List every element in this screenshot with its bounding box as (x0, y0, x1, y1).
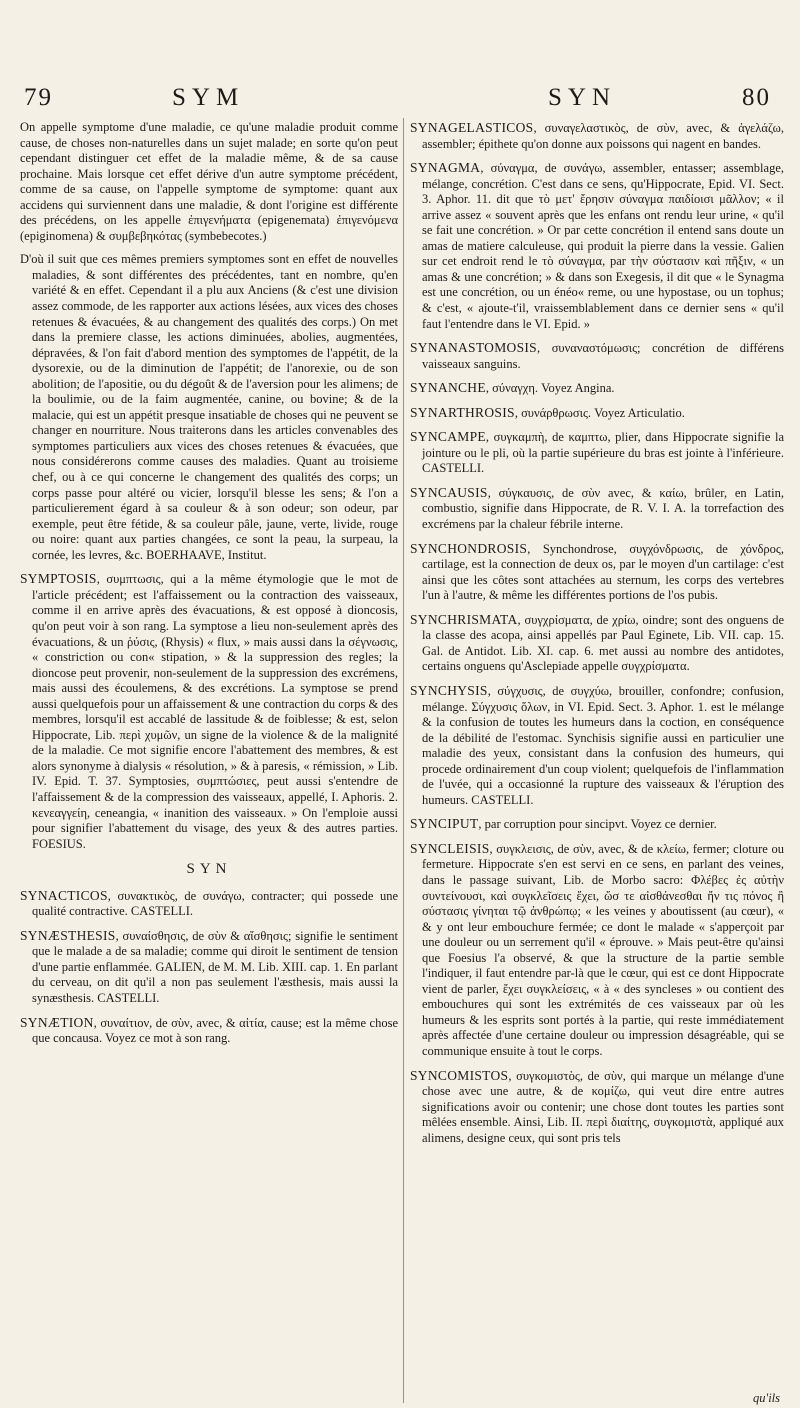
definition-synchrismata: , συγχρίσματα, de χρίω, oindre; sont des onguens de la classe des acopa, ainsi appellés par Paul Eginete, Lib. VII. cap. 15. Gal. de Antidot. Lib. XI. cap. 6. met aussi au nombre des antidotes, certains onguens qu'Asclepiade appelle συγχρίσματα. (422, 612, 784, 674)
headword-syncomistos: SYNCOMISTOS (410, 1067, 509, 1083)
entry-synchondrosis (410, 541, 784, 604)
headword-synchondrosis: SYNCHONDROSIS (410, 540, 528, 556)
headword-synarthrosis: SYNARTHROSIS (410, 404, 515, 420)
entry-synaetion (20, 1015, 398, 1047)
definition-syncampe: , συγκαμπὴ, de καμπτω, plier, dans Hippocrate signifie la jointure ou le pli, où la partie supérieure du bras est jointe à l'inférieure. CASTELLI. (422, 430, 784, 476)
running-header (0, 84, 800, 120)
headword-symptosis: SYMPTOSIS (20, 571, 97, 587)
definition-synarthrosis: , συνάρθρωσις. Voyez Articulatio. (514, 405, 685, 420)
headword-synanastomosis: SYNANASTOMOSIS (410, 340, 537, 356)
headword-synaetion: SYNÆTION (20, 1014, 94, 1030)
headword-synchysis: SYNCHYSIS (410, 682, 488, 698)
definition-synaetion: , συναίτιον, de σὺν, avec, & αἰτία, cause; est la même chose que concausa. Voyez ce mot à son rang. (32, 1015, 398, 1046)
entry-syncausis (410, 485, 784, 533)
headword-synaesthesis: SYNÆSTHESIS (20, 927, 116, 943)
header-word-right: SYN (548, 84, 617, 111)
entry-synacticos (20, 888, 398, 920)
definition-synagelasticos: , συναγελαστικὸς, de σὺν, avec, & ἀγελάζω, assembler; épithete qu'on donne aux poissons qui nagent en bandes. (422, 121, 784, 151)
definition-synacticos: , συνακτικὸς, de συνάγω, contracter; qui possede une qualité contractive. CASTELLI. (32, 888, 398, 919)
definition-synagma: , σύναγμα, de συνάγω, assembler, entasser; assemblage, mélange, concrétion. C'est dans ce sens, qu'Hippocrate, Epid. VI. Sect. 3. Aphor. 11. dit que τὸ μετ' ἔρησιν σύναγμα παιδίοισι μᾶλλον; « il arrive assez « souvent après que les enfans ont rendu leur urine, « qu'il se fait une concrétion. » Or par cette concrétion il entend sans doute un amas de matiere calculeuse, qui produit la pierre dans la vessie. Galien sur cet endroit rend le τὸ σύναγμα, par τὴν σύστασιν καὶ πῆξιν, « un amas & une concrétion; » & dans son Exegesis, il dit que « le Synagma est une concrétion, ou un énéo« reme, ou une hypostase, ou un tophus; & c'est, « ajoute-t'il, vraissemblablement dans ce dernier sens « qu'il faut l'entendre dans le VI. Epid. » (422, 161, 784, 331)
headword-syncampe: SYNCAMPE (410, 429, 486, 445)
catchword: qu'ils (753, 1391, 780, 1405)
definition-synanche: , σύναγχη. Voyez Angina. (485, 381, 615, 396)
entry-synarthrosis (410, 405, 784, 422)
headword-synanche: SYNANCHE (410, 380, 486, 396)
entry-synchrismata (410, 612, 784, 675)
definition-syncausis: , σύγκαυσις, de σὺν avec, & καίω, brûler, en Latin, combustio, signifie dans Hippocrate, de R. V. I. A. la torrefaction des excrémens par la chaleur fébrile interne. (422, 485, 784, 532)
definition-symptosis: , συμπτωσις, qui a la même étymologie que le mot de l'article précédent; est l'affaissement ou la contraction des vaisseaux, comme il en arrive après des évacuations, & est opposé à dioncosis, qu'on peut voir à son rang. La symptose a lieu non-seulement après des évacuations, & un ῥύσις, (Rhysis) « flux, » mais aussi dans la σέγνωσις, « constriction ou con« stipation, » & la suppression des regles; la dioncose peut provenir, non-seulement de la suppression des excrémens, mais aussi des écoulemens, & des excrétions. La symptose se prend aussi quelquefois pour un affaissement & une contraction du corps & des membres, lorsqu'il est accablé de lassitude & de foiblesse; & est, selon Hippocrate, Lib. περὶ χυμῶν, un signe de la violence & de la malignité de la maladie. Ce mot signifie encore l'abattement des membres, & est alors synonyme à dialysis « résolution, » & à paresis, « rémission, » Lib. IV. Epid. T. 37. Symptosies, συμπτώσιες, peut aussi s'entendre de l'affaissement & de la compression des vaisseaux, appellé, I. Aphoris. 2. κενεαγγείη, ceneangia, « inanition des vaisseaux. » On l'emploie aussi pour signifier l'abattement du visage, des yeux & des autres parties. FOESIUS. (32, 572, 398, 851)
entry-syncomistos (410, 1068, 784, 1147)
definition-syncomistos: , συγκομιστὸς, de σὺν, qui marque un mélange d'une chose avec une autre, & de κομίζω, qui veut dire entre autres significations avoir ou contenir; une chose dont toutes les parties sont mêlées ensemble. Ainsi, Lib. II. περὶ διαίτης, συγκομιστὰ, appliqué aux alimens, designe ceux, qui sont pris tels (422, 1068, 784, 1145)
entry-syncampe (410, 429, 784, 477)
definition-synchondrosis: , Synchondrose, συγχόνδρωσις, de χόνδρος, cartilage, est la connection de deux os, par le moyen d'un cartilage: c'est ainsi que les côtes sont attachées au sternum, les corps des vertebres l'un à l'autre, & même les différentes portions de l'os pubis. (422, 541, 784, 603)
page-number-left: 79 (24, 84, 53, 111)
definition-synaesthesis: , συναίσθησις, de σὺν & αἴσθησις; signifie le sentiment que le malade a de sa maladie; comme qui diroit le sentiment de tension d'une partie enflammée. GALIEN, de M. M. Lib. XIII. cap. 1. En parlant du cerveau, on dit qu'il a non pas seulement l'æsthesis, mais aussi la synæsthesis. CASTELLI. (32, 928, 398, 1005)
section-heading-syn: SYN (186, 861, 232, 878)
headword-synagma: SYNAGMA (410, 160, 481, 176)
entry-syncleisis (410, 841, 784, 1060)
definition-synanastomosis: , συναναστόμωσις; concrétion de différens vaisseaux sanguins. (422, 341, 784, 371)
page-number-right: 80 (742, 84, 771, 111)
entry-synagelasticos (410, 120, 784, 152)
symptome-paragraph-2: D'où il suit que ces mêmes premiers symptomes sont en effet de nouvelles maladies, & sont différentes des précédentes, tant en nombre, qu'en variété & en effet. Cependant il a plu aux Anciens (& c'est une division assez commode, de les rapporter aux actions lésées, aux vices des choses retenues & évacuées, & au changement des qualités des corps.) On met dans la premiere classe, les actions diminuées, abolies, augmentées, dépravées, & l'on fait d'abord mention des symptomes de l'appétit, de la dysorexie, ou de la diminution de l'appétit; de l'anorexie, ou de son abolition; de l'apositie, ou du dégoût & de l'aversion pour les alimens; de la boulimie, ou de la faim augmentée, canine, ou bovine; & de la malacie, qui est un appétit presque insatiable de choses qui ne peuvent se changer en nourriture. Nous traiterons dans les articles convenables des symptomes particuliers aux vices des choses retenues & évacuées, que nous considérerons comme causes des maladies. Quant au troisieme chef, ou à ce qui concerne le changement des qualités des corps; un corps passe pour altéré ou vicier, lorsqu'il blesse les sens; & l'on a particulierement égard à sa couleur & à son odeur; son odeur, par exemple, peut être fétide, & sa couleur pâle, jaune, verte, livide, rouge ou noire: quant aux parties changées, ce sont la peau, la surpeau, la cornée, les levres, &c. BOERHAAVE, Institut. (20, 252, 398, 562)
entry-synanastomosis (410, 340, 784, 372)
definition-synchysis: , σύγχυσις, de συγχύω, brouiller, confondre; confusion, mélange. Σύγχυσις ὅλων, in VI. Epid. Sect. 3. Aphor. 1. est le mélange & la confusion de toutes les humeurs dans la coction, en conséquence de la débilité de l'estomac. Synchisis signifie aussi en particulier une maladie des yeux, consistant dans la confusion des humeurs, qui procede ordinairement d'un coup violent; quelquefois de l'inflammation de l'uvée, qui a occasionné la rupture des vaisseaux & l'éruption des humeurs. CASTELLI. (422, 683, 784, 807)
left-column (20, 120, 398, 1400)
definition-sinciput: , par corruption pour sincipvt. Voyez ce dernier. (478, 817, 717, 832)
headword-syncausis: SYNCAUSIS (410, 484, 488, 500)
headword-sinciput: SYNCIPUT (410, 816, 479, 832)
headword-synagelasticos: SYNAGELASTICOS (410, 120, 534, 135)
entry-synchysis (410, 683, 784, 808)
header-word-left: SYM (172, 84, 245, 111)
headword-synchrismata: SYNCHRISMATA (410, 611, 518, 627)
entry-sinciput (410, 816, 784, 833)
right-column (410, 120, 784, 1400)
entry-symptosis (20, 571, 398, 852)
entry-synagma (410, 160, 784, 332)
headword-syncleisis: SYNCLEISIS (410, 840, 490, 856)
headword-synacticos: SYNACTICOS (20, 887, 108, 903)
column-divider (403, 118, 404, 1403)
symptome-paragraph-1: On appelle symptome d'une maladie, ce qu'une maladie produit comme cause, de choses non-naturelles dans un sujet malade; en sorte qu'on peut cependant distinguer cet effet de la maladie même, & de sa cause prochaine. Mais lorsque cet effet dérive d'un autre symptome précédent, comme de sa cause, on l'appelle symptome de symptome: quant aux accidens qui surviennent dans une maladie, & dont l'origine est différente des précédens, on les appelle ἐπιγενήματα (epigenemata) ἐπιγενόμενα (epiginomena) & συμβεβηκότας (symbebecotes.) (20, 120, 398, 243)
entry-synanche (410, 380, 784, 397)
entry-synaesthesis (20, 928, 398, 1007)
definition-syncleisis: , συγκλεισις, de σὺν, avec, & de κλείω, fermer; cloture ou fermeture. Hippocrate s'en est servi en ce sens, en parlant des veines, dans le passage suivant, Lib. de Morbo sacro: Φλέβες ἐς αὐτὴν συντείνουσι, καὶ συγκλεῖσεις ἔχει, ὥσ τε αἰσθάνεσθαι ἤν τις πόνος ἢ σύστασις γίνηται τῷ ἀνθρώπῳ; « les veines y aboutissent (au cœur), « & y ont leur embouchure fermée; ce dont le malade « s'apperçoit par une douleur ou un serrement qu'il « éprouve. » Mais peut-être qu'ainsi que Foesius l'a observé, & que la structure de la partie semble l'indiquer, il faut entendre par-là que le cœur, qui est ce dont Hippocrate vient de parler, ἔχει συγκλείσεις, « à « des syncleses » ou contient des embouchures qui sont les extrémités de ces vaisseaux par où les humeurs & les esprits sont portés à la partie, qui reste immédiatement après affectée d'une certaine douleur ou impression désagréable, qui se communique ensuite à tout le corps. (422, 841, 784, 1058)
